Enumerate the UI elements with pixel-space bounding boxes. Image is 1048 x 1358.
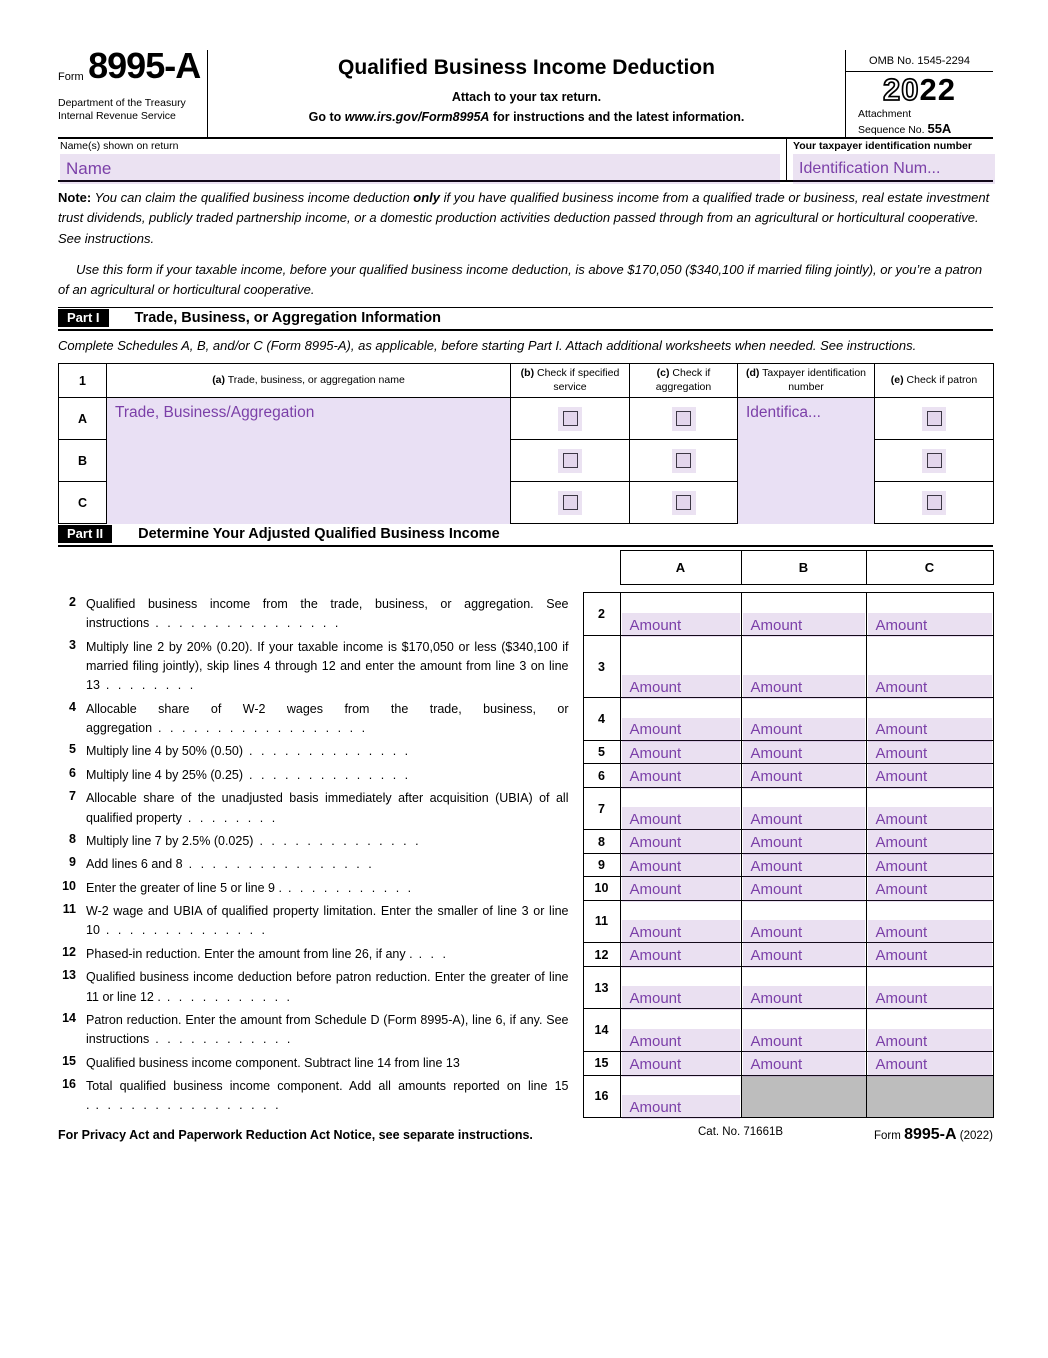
line-12-col-b-cell [741,943,866,966]
line-10-description: Enter the greater of line 5 or line 9 . ........... [86,880,420,895]
amount-field-7a[interactable]: Amount [622,807,740,831]
line-2-col-a-cell [620,593,741,636]
part2-badge: Part II [58,525,112,543]
line-15-row: 15 Qualified business income component. Subtract line 14 from line 13 15 Amount Amount Amount [58,1052,993,1075]
amount-field-6a[interactable]: Amount [622,765,740,789]
line-9-col-c-cell [866,853,993,876]
part1-row-c [59,482,994,524]
line-4-col-b-cell [741,698,866,741]
line-7-row: 7 Allocable share of the unadjusted basis immediately after acquisition (UBIA) of all qualified property ........ 7 Amount Amount Amount [58,787,993,830]
checkbox-box [676,453,691,468]
amount-field-5c[interactable]: Amount [868,741,992,765]
row-b-letter: B [59,440,107,482]
line-6-col-a-cell [620,764,741,787]
tin-label: Your taxpayer identification number [793,139,972,152]
line-10-col-c-cell [866,877,993,900]
name-block [58,139,787,180]
line-15-description: Qualified business income component. Subtract line 14 from line 13 [86,1055,460,1070]
line-15-col-c-cell [866,1052,993,1075]
amount-field-12c[interactable]: Amount [868,944,992,968]
part1-title: Trade, Business, or Aggregation Information [134,309,441,326]
tax-year: 2022 [883,72,956,107]
amount-field-15a[interactable]: Amount [622,1053,740,1077]
line-11-row: 11 W-2 wage and UBIA of qualified property limitation. Enter the smaller of line 3 or line 10 .............. 11 Amount Amount Amount [58,900,993,943]
attach-instruction: Attach to your tax return. [451,90,602,104]
row-b-aggregation-cell [630,440,738,482]
row-a-patron-checkbox[interactable] [922,407,946,431]
part1-header-row [59,364,994,398]
line-13-description: Qualified business income deduction before patron reduction. Enter the greater of line 11 or line 12 . ........... [86,970,569,1004]
amount-field-15b[interactable]: Amount [743,1053,865,1077]
checkbox-box [563,411,578,426]
dept-line1: Department of the Treasury [58,97,186,109]
tin-input[interactable]: Identification Num... [793,154,995,184]
column-c-header: C [866,551,993,585]
name-input[interactable]: Name [60,154,780,184]
line-8-description: Multiply line 7 by 2.5% (0.025) .............. [86,833,428,848]
line-14-description: Patron reduction. Enter the amount from Schedule D (Form 8995-A), line 6, if any. See instructions ............ [86,1012,569,1047]
line-5-row: 5 Multiply line 4 by 50% (0.50) .............. 5 Amount Amount Amount [58,740,993,763]
line-15-col-b-cell [741,1052,866,1075]
line-7-col-a-cell [620,787,741,830]
amount-field-15c[interactable]: Amount [868,1053,992,1077]
column-a-header: A [620,551,741,585]
line-12-row: 12 Phased-in reduction. Enter the amount from line 26, if any . ... 12 Amount Amount Amount [58,943,993,966]
privacy-act-notice: For Privacy Act and Paperwork Reduction Act Notice, see separate instructions. [58,1128,533,1143]
row-c-aggregation-cell [630,482,738,524]
row-b-tin-input[interactable] [738,440,875,482]
line-9-description: Add lines 6 and 8 ................ [86,857,381,872]
amount-field-14b[interactable]: Amount [743,1029,865,1053]
row-b-specified-service-cell [511,440,630,482]
row-a-patron-cell [875,398,994,440]
line-13-col-b-cell [741,966,866,1009]
checkbox-box [563,453,578,468]
part1-table [58,363,994,524]
column-b-header: B [741,551,866,585]
line-10-col-b-cell [741,877,866,900]
row-a-aggregation-cell [630,398,738,440]
line-5-col-b-cell [741,740,866,763]
row-a-specified-service-cell [511,398,630,440]
line-13-col-c-cell [866,966,993,1009]
amount-field-9b[interactable]: Amount [743,854,865,878]
row-b-aggregation-checkbox[interactable] [672,449,696,473]
line-13-row: 13 Qualified business income deduction before patron reduction. Enter the greater of line 11 or line 12 . ........... 13 Amount Amount Amount [58,966,993,1009]
amount-field-11a[interactable]: Amount [622,920,740,944]
amount-field-13a[interactable]: Amount [622,986,740,1010]
col-b-header: (b) Check if specified service [511,364,630,398]
line-9-col-a-cell [620,853,741,876]
footer-form-id: Form 8995-A (2022) [874,1126,993,1144]
line-3-col-c-cell [866,636,993,698]
amount-field-13b[interactable]: Amount [743,986,865,1010]
row-a-aggregation-checkbox[interactable] [672,407,696,431]
catalog-number: Cat. No. 71661B [698,1126,784,1139]
row-c-aggregation-checkbox[interactable] [672,491,696,515]
line-2-description: Qualified business income from the trade, business, or aggregation. See instructions ................ [86,596,569,631]
line-6-col-b-cell [741,764,866,787]
row-c-patron-checkbox[interactable] [922,491,946,515]
amount-field-10b[interactable]: Amount [743,878,865,902]
line-16-col-b-shaded-cell [741,1075,866,1118]
line-8-col-a-cell [620,830,741,853]
line-11-col-a-cell [620,900,741,943]
name-tin-row [58,139,993,182]
line-12-col-c-cell [866,943,993,966]
part1-instructions: Complete Schedules A, B, and/or C (Form 8995-A), as applicable, before starting Part I. Attach additional worksheets when needed. See instructions. [58,337,917,353]
sequence-number: 55A [927,120,952,136]
line-5-col-a-cell [620,740,741,763]
amount-field-10a[interactable]: Amount [622,878,740,902]
line-9-row: 9 Add lines 6 and 8 ................ 9 Amount Amount Amount [58,853,993,876]
line-6-col-c-cell [866,764,993,787]
form-word: Form [58,71,84,83]
line-10-row: 10 Enter the greater of line 5 or line 9 . ........... 10 Amount Amount Amount [58,877,993,900]
form-title: Qualified Business Income Deduction [338,56,715,79]
line-12-description: Phased-in reduction. Enter the amount from line 26, if any . ... [86,946,455,961]
amount-field-11c[interactable]: Amount [868,920,992,944]
line-3-row: 3 Multiply line 2 by 20% (0.20). If your taxable income is $170,050 or less ($340,100 if married filing jointly), skip lines 4 through 12 and enter the amount from line 3 on line 13 ........ 3 Amount Amount Amount [58,636,993,698]
line-11-col-c-cell [866,900,993,943]
amount-field-8c[interactable]: Amount [868,831,992,855]
line-15-col-a-cell [620,1052,741,1075]
amount-field-14c[interactable]: Amount [868,1029,992,1053]
line-16-col-c-shaded-cell [866,1075,993,1118]
line-7-description: Allocable share of the unadjusted basis immediately after acquisition (UBIA) of all qualified property ........ [86,791,569,825]
amount-field-9c[interactable]: Amount [868,854,992,878]
amount-field-6b[interactable]: Amount [743,765,865,789]
part1-row-a [59,398,994,440]
line-6-description: Multiply line 4 by 25% (0.25) .............. [86,767,417,782]
line-16-row: 16 Total qualified business income component. Add all amounts reported on line 15 . ................ 16 Amount [58,1075,993,1118]
name-label: Name(s) shown on return [60,139,179,152]
line-14-col-b-cell [741,1009,866,1052]
amount-field-4a[interactable]: Amount [622,718,740,742]
row-b-specified-service-checkbox[interactable] [558,449,582,473]
part2-column-header-row [58,551,993,585]
row-a-specified-service-checkbox[interactable] [558,407,582,431]
line-3-description: Multiply line 2 by 20% (0.20). If your taxable income is $170,050 or less ($340,100 if married filing jointly), skip lines 4 through 12 and enter the amount from line 3 on line 13 ........ [86,639,569,693]
line-8-col-c-cell [866,830,993,853]
line-14-col-a-cell [620,1009,741,1052]
part1-row-number: 1 [59,364,107,398]
amount-field-4c[interactable]: Amount [868,718,992,742]
row-c-letter: C [59,482,107,524]
amount-field-5b[interactable]: Amount [743,741,865,765]
amount-field-4b[interactable]: Amount [743,718,865,742]
line-10-col-a-cell [620,877,741,900]
attachment-sequence: Attachment Sequence No. 55A [858,107,952,136]
amount-field-7c[interactable]: Amount [868,807,992,831]
amount-field-2a[interactable]: Amount [622,613,740,637]
line-11-description: W-2 wage and UBIA of qualified property limitation. Enter the smaller of line 3 or line 10 .............. [86,904,569,938]
amount-field-10c[interactable]: Amount [868,878,992,902]
line-4-col-c-cell [866,698,993,741]
line-13-col-a-cell [620,966,741,1009]
line-4-col-a-cell [620,698,741,741]
line-16-col-a-cell [620,1075,741,1118]
omb-block [845,50,993,137]
amount-field-16a[interactable]: Amount [622,1095,740,1119]
line-4-description: Allocable share of W-2 wages from the trade, business, or aggregation .................. [86,701,569,736]
line-7-col-b-cell [741,787,866,830]
goto-instruction: Go to www.irs.gov/Form8995A for instructions and the latest information. [308,110,745,124]
line-2-row: 2 Qualified business income from the trade, business, or aggregation. See instructions ................ 2 Amount Amount Amount [58,593,993,636]
use-form-paragraph: Use this form if your taxable income, before your qualified business income deduction, is above $170,050 ($340,100 if married filing jointly), or you’re a patron of an agricultural or horticultural cooperative. [58,261,983,298]
checkbox-box [927,411,942,426]
page-footer [58,1126,993,1144]
row-c-specified-service-cell [511,482,630,524]
line-6-row: 6 Multiply line 4 by 25% (0.25) .............. 6 Amount Amount Amount [58,764,993,787]
amount-field-12b[interactable]: Amount [743,944,865,968]
line-3-col-b-cell [741,636,866,698]
line-8-row: 8 Multiply line 7 by 2.5% (0.025) .............. 8 Amount Amount Amount [58,830,993,853]
amount-field-2c[interactable]: Amount [868,613,992,637]
row-b-name-input[interactable] [107,440,511,482]
row-c-patron-cell [875,482,994,524]
checkbox-box [563,495,578,510]
row-a-letter: A [59,398,107,440]
form-number-block [58,45,208,137]
line-2-col-b-cell [741,593,866,636]
col-d-header: (d) Taxpayer identification number [738,364,875,398]
line-8-col-b-cell [741,830,866,853]
line-4-row: 4 Allocable share of W-2 wages from the trade, business, or aggregation .................. 4 Amount Amount Amount [58,698,993,741]
checkbox-box [927,495,942,510]
row-b-patron-checkbox[interactable] [922,449,946,473]
part2-header [58,524,993,547]
amount-field-12a[interactable]: Amount [622,944,740,968]
row-a-name-input[interactable]: Trade, Business/Aggregation [107,398,511,440]
checkbox-box [676,411,691,426]
amount-field-6c[interactable]: Amount [868,765,992,789]
amount-field-13c[interactable]: Amount [868,986,992,1010]
amount-field-9a[interactable]: Amount [622,854,740,878]
amount-field-3a[interactable]: Amount [622,675,740,699]
dept-line2: Internal Revenue Service [58,110,176,123]
note-label: Note: [58,189,92,205]
line-7-col-c-cell [866,787,993,830]
amount-field-8a[interactable]: Amount [622,831,740,855]
row-c-tin-input[interactable] [738,482,875,524]
row-b-patron-cell [875,440,994,482]
part1-badge: Part I [58,309,109,327]
form-title-block [208,50,845,137]
amount-field-5a[interactable]: Amount [622,741,740,765]
line-16-description: Total qualified business income component. Add all amounts reported on line 15 . ................ [86,1079,569,1113]
amount-field-7b[interactable]: Amount [743,807,865,831]
col-c-header: (c) Check if aggregation [630,364,738,398]
omb-number: OMB No. 1545-2294 [846,50,993,72]
amount-field-3c[interactable]: Amount [868,675,992,699]
form-number: 8995-A [88,45,201,86]
checkbox-box [927,453,942,468]
line-3-col-a-cell [620,636,741,698]
col-e-header: (e) Check if patron [875,364,994,398]
line-12-col-a-cell [620,943,741,966]
part1-header [58,307,993,331]
part1-row-b [59,440,994,482]
checkbox-box [676,495,691,510]
row-c-name-input[interactable] [107,482,511,524]
part2-title: Determine Your Adjusted Qualified Business Income [138,526,500,543]
form-header [58,45,993,139]
amount-field-2b[interactable]: Amount [743,613,865,637]
part2-table [58,550,994,1118]
amount-field-11b[interactable]: Amount [743,920,865,944]
col-a-header: (a) Trade, business, or aggregation name [107,364,511,398]
tin-block [787,139,993,180]
line-5-col-c-cell [866,740,993,763]
amount-field-14a[interactable]: Amount [622,1029,740,1053]
line-2-col-c-cell [866,593,993,636]
amount-field-3b[interactable]: Amount [743,675,865,699]
irs-url: www.irs.gov/Form8995A [344,110,490,124]
line-14-col-c-cell [866,1009,993,1052]
line-5-description: Multiply line 4 by 50% (0.50) .............. [86,744,417,759]
line-9-col-b-cell [741,853,866,876]
line-14-row: 14 Patron reduction. Enter the amount from Schedule D (Form 8995-A), line 6, if any. See instructions ............ 14 Amount Amount Amount [58,1009,993,1052]
note-paragraph: Note: You can claim the qualified business income deduction only if you have qualified business income from a qualified trade or business, real estate investment trust dividends, publicly traded partnership income, or a domestic production activities deduction passed through from an agricultural or horticultural cooperative. See instructions. [58,189,990,246]
line-11-col-b-cell [741,900,866,943]
amount-field-8b[interactable]: Amount [743,831,865,855]
row-a-tin-input[interactable]: Identifica... [738,398,875,440]
row-c-specified-service-checkbox[interactable] [558,491,582,515]
